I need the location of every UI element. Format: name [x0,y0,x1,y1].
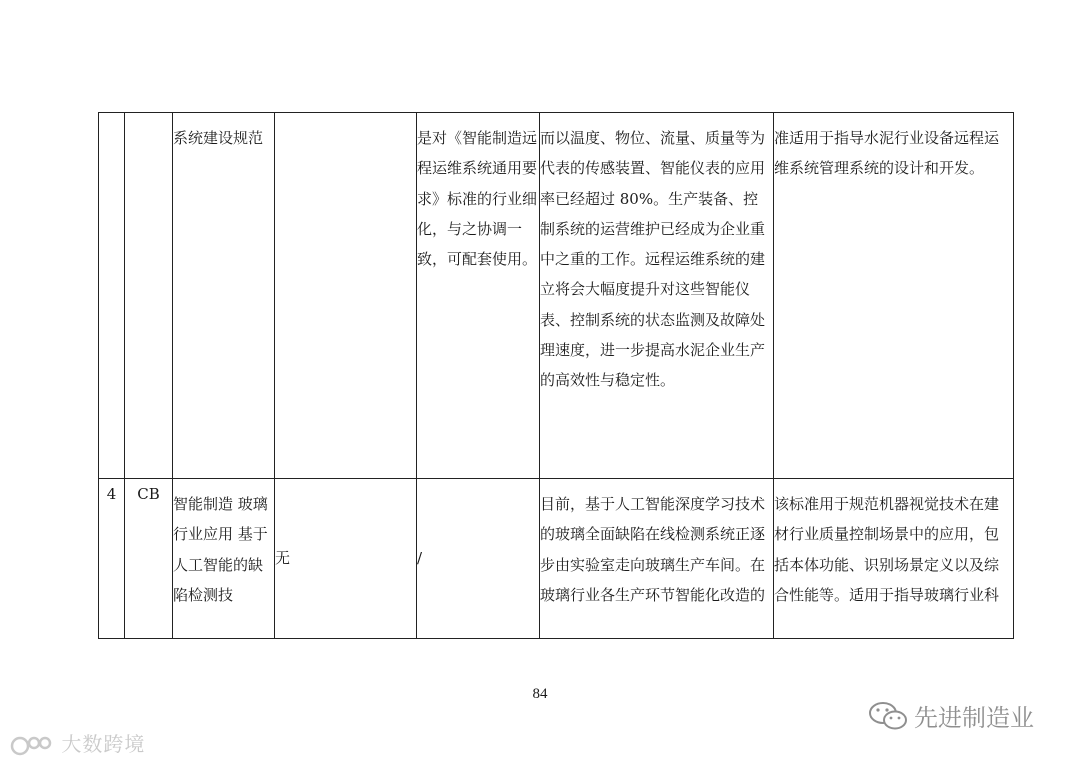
table-row [99,479,1014,639]
category-code-cell [125,113,173,479]
standard-name-cell [173,113,275,479]
scope-cell [774,113,1014,479]
table-row [99,113,1014,479]
watermark-left [10,728,145,758]
watermark-right [868,698,1034,733]
row-number-cell: 4 [99,479,125,639]
standard-name-text: 智能制造 玻璃行业应用 基于人工智能的缺陷检测技 [173,495,268,604]
standard-name-text: 系统建设规范 [173,129,264,147]
relation-text: 是对《智能制造远程运维系统通用要求》标准的行业细化，与之协调一致，可配套使用。 [417,129,538,269]
background-cell [540,479,774,639]
standards-table [98,112,1014,639]
scope-cell [774,479,1014,639]
row-number-cell [99,113,125,479]
replaced-standard-cell: 无 [275,479,417,639]
watermark-right-text: 先进制造业 [914,704,1034,732]
standard-name-cell [173,479,275,639]
watermark-left-text: 大数跨境 [61,732,146,756]
relation-cell: / [417,479,540,639]
wechat-icon [868,700,908,732]
scope-text: 该标准用于规范机器视觉技术在建材行业质量控制场景中的应用，包括本体功能、识别场景定义以及综合性能等。适用于指导玻璃行业科 [774,495,1000,604]
relation-cell [417,113,540,479]
background-cell [540,113,774,479]
category-code-cell: CB [125,479,173,639]
replaced-standard-cell [275,113,417,479]
background-text: 目前，基于人工智能深度学习技术的玻璃全面缺陷在线检测系统正逐步由实验室走向玻璃生产车间。在玻璃行业各生产环节智能化改造的 [540,495,766,604]
brand-logo-icon [10,734,54,758]
background-text: 而以温度、物位、流量、质量等为代表的传感装置、智能仪表的应用率已经超过 80%。生产装备、控制系统的运营维护已经成为企业重中之重的工作。远程运维系统的建立将会大幅度提升对这些智能仪表、控制系统的状态监测及故障处理速度，进一步提高水泥企业生产的高效性与稳定性。 [540,129,766,390]
scope-text: 准适用于指导水泥行业设备远程运维系统管理系统的设计和开发。 [774,129,1000,178]
page-number: 84 [532,686,548,702]
